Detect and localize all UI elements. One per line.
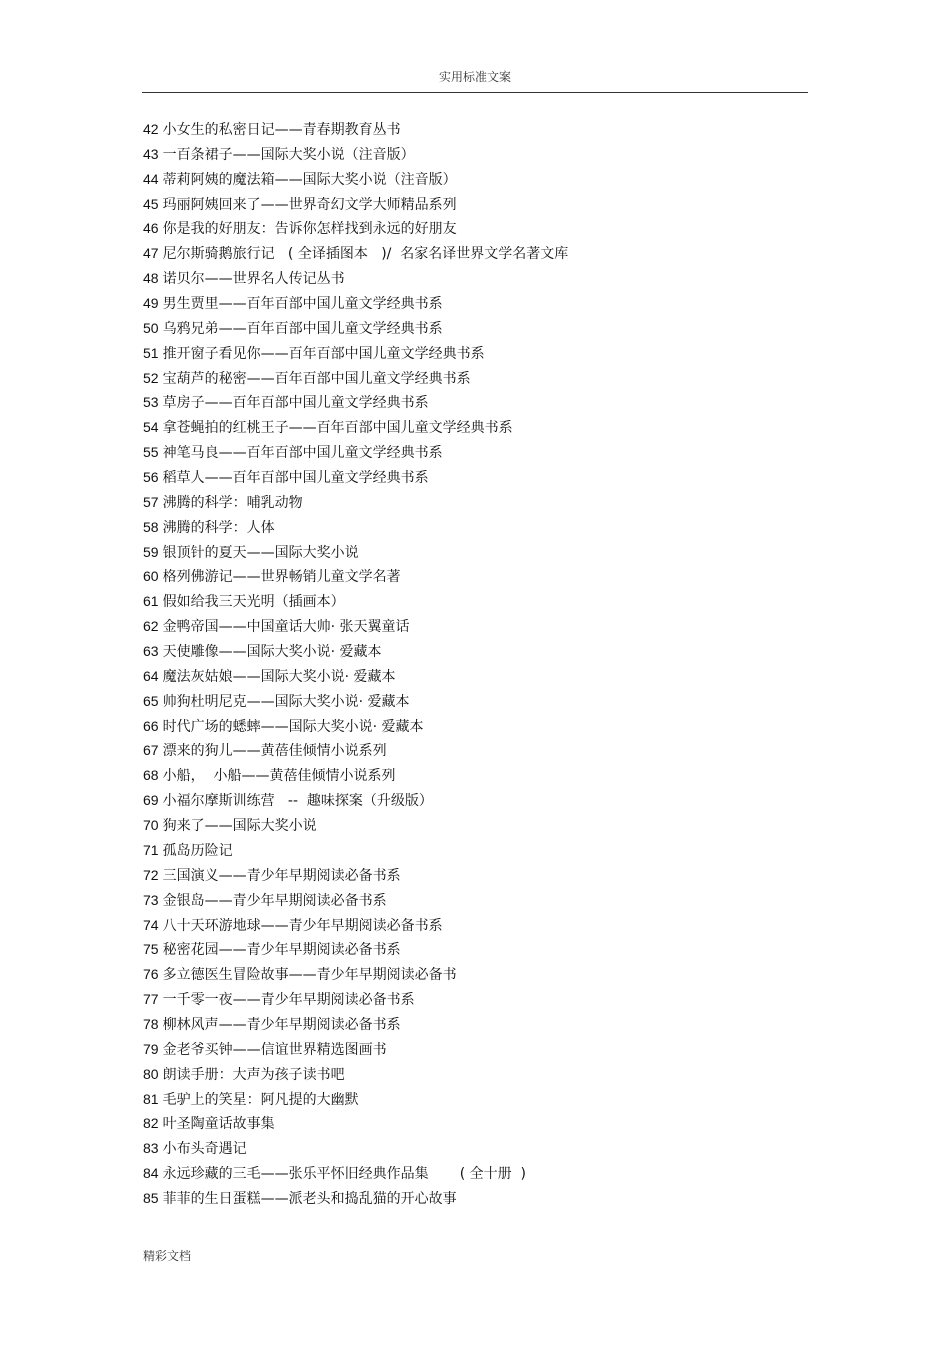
item-number: 75 [143,941,159,958]
list-item [143,316,809,341]
item-title: 小女生的私密日记——青春期教育丛书 [162,122,401,138]
item-title: 漂来的狗儿——黄蓓佳倾情小说系列 [162,743,387,760]
list-item [143,415,809,440]
item-title: 多立德医生冒险故事——青少年早期阅读必备书 [162,967,457,984]
item-title: 推开窗子看见你——百年百部中国儿童文学经典书系 [162,345,485,362]
item-number: 72 [143,866,159,883]
list-item [143,937,809,962]
item-title: 尼尔斯骑鹅旅行记 ( 全译插图本 )/ 名家名译世界文学名著文库 [162,246,569,263]
list-item [143,614,809,639]
item-number: 53 [143,394,159,411]
item-number: 74 [143,916,159,933]
item-title: 你是我的好朋友：告诉你怎样找到永远的好朋友 [162,221,457,238]
item-title: 柳林风声——青少年早期阅读必备书系 [162,1016,401,1033]
list-item [143,291,809,316]
item-title: 小福尔摩斯训练营 -- 趣味探案（升级版） [162,793,433,810]
list-item [143,440,809,465]
list-item [143,142,809,167]
item-title: 蒂莉阿姨的魔法箱——国际大奖小说（注音版） [162,171,457,188]
item-number: 55 [143,444,159,461]
page-header [142,64,808,93]
item-title: 假如给我三天光明（插画本） [162,594,345,611]
list-item [143,913,809,938]
item-title: 格列佛游记——世界畅销儿童文学名著 [162,569,401,586]
item-number: 70 [143,817,159,834]
list-item [143,490,809,515]
item-title: 天使雕像——国际大奖小说· 爱藏本 [162,644,382,661]
item-number: 50 [143,319,159,336]
list-item [143,216,809,241]
item-number: 76 [143,966,159,983]
list-item [143,465,809,490]
item-title: 孤岛历险记 [162,842,233,859]
item-number: 81 [143,1090,159,1107]
item-title: 秘密花园——青少年早期阅读必备书系 [162,942,401,959]
item-title: 玛丽阿姨回来了——世界奇幻文学大师精品系列 [162,196,457,213]
item-title: 诺贝尔——世界名人传记丛书 [162,271,345,288]
item-title: 叶圣陶童话故事集 [162,1116,275,1133]
item-title: 小船， 小船——黄蓓佳倾情小说系列 [162,768,396,785]
item-number: 84 [143,1165,159,1182]
list-item [143,266,809,291]
item-title: 毛驴上的笑星：阿凡提的大幽默 [162,1091,359,1108]
list-item [143,390,809,415]
item-title: 宝葫芦的秘密——百年百部中国儿童文学经典书系 [162,370,471,387]
list-item [143,167,809,192]
item-number: 68 [143,767,159,784]
item-number: 51 [143,344,159,361]
item-number: 64 [143,667,159,684]
list-item [143,1037,809,1062]
item-title: 一百条裙子——国际大奖小说（注音版） [162,146,415,163]
item-number: 79 [143,1040,159,1057]
item-number: 48 [143,270,159,287]
item-title: 朗读手册：大声为孩子读书吧 [162,1066,345,1083]
item-number: 73 [143,891,159,908]
item-number: 52 [143,369,159,386]
item-number: 67 [143,742,159,759]
list-item [143,1062,809,1087]
list-item [143,863,809,888]
list-item [143,813,809,838]
item-title: 草房子——百年百部中国儿童文学经典书系 [162,395,429,412]
list-item [143,714,809,739]
list-item [143,515,809,540]
item-number: 71 [143,841,159,858]
item-number: 60 [143,568,159,585]
item-title: 八十天环游地球——青少年早期阅读必备书系 [162,917,443,934]
item-title: 狗来了——国际大奖小说 [162,818,317,835]
item-number: 44 [143,170,159,187]
item-number: 80 [143,1065,159,1082]
list-item [143,241,809,266]
item-title: 小布头奇遇记 [162,1141,247,1158]
list-item [143,1012,809,1037]
item-title: 稻草人——百年百部中国儿童文学经典书系 [162,470,429,487]
list-item [143,341,809,366]
list-item [143,689,809,714]
item-number: 65 [143,692,159,709]
item-title: 金银岛——青少年早期阅读必备书系 [162,892,387,909]
item-title: 银顶针的夏天——国际大奖小说 [162,544,359,561]
list-item [143,1186,809,1211]
page-footer: 精彩文档 [143,1249,192,1263]
item-number: 78 [143,1015,159,1032]
item-number: 57 [143,493,159,510]
item-title: 沸腾的科学：哺乳动物 [162,494,303,511]
item-number: 56 [143,469,159,486]
item-number: 82 [143,1115,159,1132]
header-title: 实用标准文案 [438,70,511,84]
item-title: 三国演义——青少年早期阅读必备书系 [162,867,401,884]
list-item [143,117,809,142]
item-number: 43 [143,145,159,162]
item-title: 时代广场的蟋蟀——国际大奖小说· 爱藏本 [162,718,424,735]
item-number: 62 [143,618,159,635]
item-title: 菲菲的生日蛋糕——派老头和捣乱猫的开心故事 [162,1190,457,1207]
item-title: 金鸭帝国——中国童话大帅· 张天翼童话 [162,619,410,636]
list-item [143,987,809,1012]
item-title: 神笔马良——百年百部中国儿童文学经典书系 [162,445,443,462]
item-number: 58 [143,518,159,535]
item-title: 乌鸦兄弟——百年百部中国儿童文学经典书系 [162,320,443,337]
list-item [143,639,809,664]
list-item [143,1111,809,1136]
item-number: 77 [143,991,159,1008]
list-item [143,888,809,913]
list-item [143,1136,809,1161]
item-title: 永远珍藏的三毛——张乐平怀旧经典作品集 ( 全十册 ) [162,1166,527,1183]
item-title: 魔法灰姑娘——国际大奖小说· 爱藏本 [162,668,396,685]
item-number: 54 [143,419,159,436]
list-item [143,962,809,987]
item-number: 63 [143,643,159,660]
item-number: 45 [143,195,159,212]
list-item [143,589,809,614]
item-title: 男生贾里——百年百部中国儿童文学经典书系 [162,296,443,313]
item-title: 金老爷买钟——信谊世界精选图画书 [162,1041,387,1058]
list-item [143,540,809,565]
list-item [143,788,809,813]
list-item [143,1087,809,1112]
item-number: 42 [143,121,159,137]
item-number: 69 [143,792,159,809]
item-title: 拿苍蝇拍的红桃王子——百年百部中国儿童文学经典书系 [162,420,513,437]
list-item [143,192,809,217]
item-number: 46 [143,220,159,237]
item-number: 61 [143,593,159,610]
list-item [143,366,809,391]
list-item [143,564,809,589]
book-list [143,117,809,1211]
item-number: 59 [143,543,159,560]
list-item [143,763,809,788]
item-title: 帅狗杜明尼克——国际大奖小说· 爱藏本 [162,693,410,710]
item-number: 66 [143,717,159,734]
item-number: 47 [143,245,159,262]
item-number: 85 [143,1189,159,1206]
item-title: 沸腾的科学：人体 [162,519,275,536]
list-item [143,738,809,763]
item-title: 一千零一夜——青少年早期阅读必备书系 [162,992,415,1009]
list-item [143,664,809,689]
item-number: 49 [143,295,159,312]
list-item [143,838,809,863]
item-number: 83 [143,1140,159,1157]
list-item [143,1161,809,1186]
